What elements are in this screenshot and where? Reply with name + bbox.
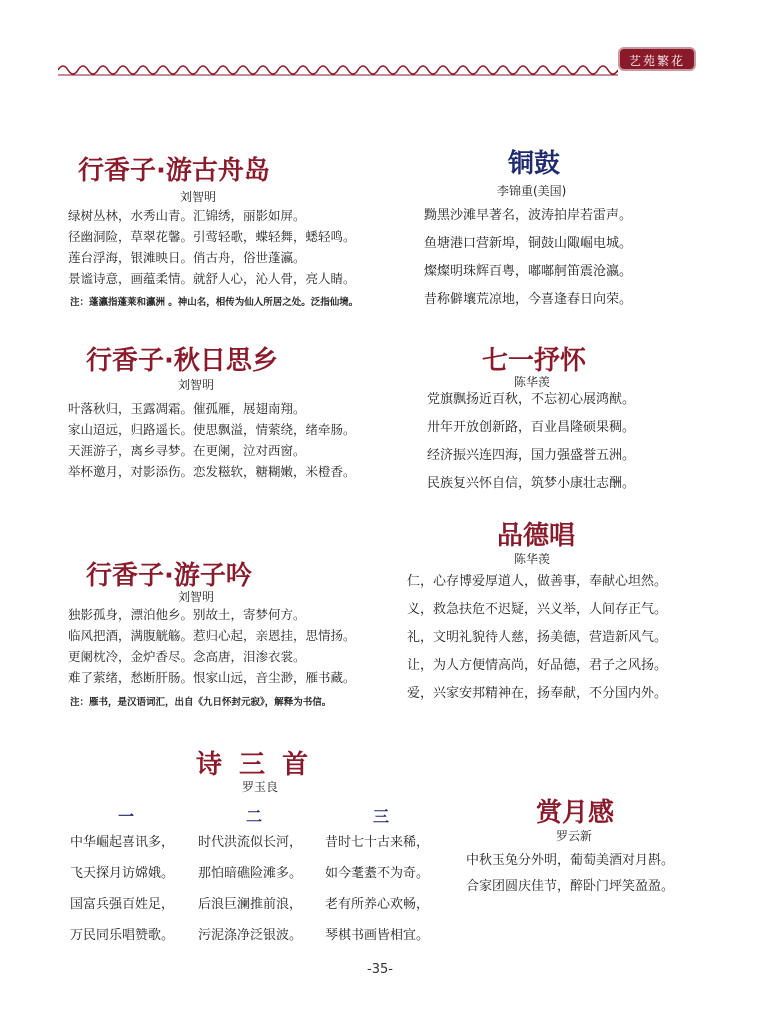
poem-line: 景谧诗意，画蕴柔情。就舒人心，沁人骨，亮人睛。 (68, 271, 356, 286)
poem-4-title: 铜鼓 (508, 149, 561, 179)
poem-7-title: 诗 三 首 (196, 750, 313, 780)
poem-line: 那怕暗礁险滩多。 (198, 866, 303, 881)
poem-7-column-1 (70, 804, 182, 951)
poem-line: 如今耄耋不为奇。 (325, 866, 430, 881)
poem-line: 经济振兴连四海，国力强盛誉五洲。 (427, 448, 636, 463)
poem-6-author: 陈华羡 (514, 552, 551, 566)
poem-line: 污泥涤净泛银波。 (198, 928, 303, 943)
header-wave-line (58, 58, 618, 82)
poem-line: 黝黑沙滩早著名，波涛拍岸若雷声。 (424, 208, 633, 223)
poem-line: 家山迢远，归路遥长。使思飘溢，情萦绕，绪牵肠。 (68, 422, 356, 437)
poem-2-title: 行香子·秋日思乡 (86, 346, 278, 376)
poem-line: 时代洪流似长河， (198, 835, 303, 850)
poem-line: 莲台浮海，银滩映日。俏古舟，俗世蓬瀛。 (68, 250, 306, 265)
poem-line: 万民同乐唱赞歌。 (70, 928, 175, 943)
poem-8-body (466, 848, 674, 900)
poem-5-title: 七一抒怀 (482, 346, 587, 376)
poem-1-body (68, 205, 356, 289)
poem-line: 径幽洞险，草翠花馨。引莺轻歌，蝶轻舞，蟋轻鸣。 (68, 229, 356, 244)
poem-5-body (427, 386, 635, 498)
poem-1-note: 注：蓬瀛指蓬莱和瀛洲 。神山名，相传为仙人所居之处。泛指仙境。 (70, 297, 359, 308)
poem-1-title: 行香子·游古舟岛 (78, 156, 270, 186)
poem-line: 国富兵强百姓足， (70, 897, 175, 912)
poem-line: 仁，心存博爱厚道人，做善事，奉献心坦然。 (407, 574, 668, 589)
poem-5-author: 陈华羡 (514, 375, 551, 389)
poem-line: 更阑枕冷，金炉香尽。念高唐，泪渗衣裳。 (68, 649, 306, 664)
poem-line: 中华崛起喜讯多， (70, 835, 175, 850)
column-number: 一 (117, 807, 134, 826)
poem-3-body (68, 604, 356, 688)
poem-line: 举杯邀月，对影添伤。恋发糍软，糖糊嫩，米橙香。 (68, 464, 356, 479)
poem-line: 绿树丛林，水秀山青。汇锦绣，丽影如屏。 (68, 208, 306, 223)
poem-line: 燦燦明珠辉百粤，嘟嘟舸笛震沧瀛。 (424, 264, 633, 279)
poem-line: 党旗飘扬近百秋，不忘初心展鸿猷。 (427, 392, 636, 407)
poem-line: 卅年开放创新路，百业昌隆硕果稠。 (427, 420, 636, 435)
poem-line: 独影孤身，漂泊他乡。别故土，寄梦何方。 (68, 607, 306, 622)
poem-3-note: 注：雁书，是汉语词汇，出自《九日怀封元寂》，解释为书信。 (70, 697, 332, 708)
poem-2-body (68, 398, 356, 482)
poem-4-author: 李锦重(美国) (497, 184, 567, 198)
poem-3-title: 行香子·游子吟 (86, 561, 252, 591)
poem-1 (78, 150, 270, 187)
poem-line: 琴棋书画皆相宜。 (325, 928, 430, 943)
poem-2-author: 刘智明 (178, 378, 215, 392)
poem-line: 让，为人方便情高尚，好品德，君子之风扬。 (407, 658, 668, 673)
poem-line: 合家团圆庆佳节，醉卧门坪笑盈盈。 (466, 879, 675, 894)
poem-line: 中秋玉兔分外明，葡萄美酒对月斟。 (466, 853, 675, 868)
poem-line: 民族复兴怀自信，筑梦小康壮志酬。 (427, 476, 636, 491)
poem-line: 难了萦绪，愁断肝肠。恨家山远，音尘渺，雁书藏。 (68, 670, 356, 685)
poem-7-column-2 (198, 804, 310, 951)
poem-line: 鱼塘港口营新埠，铜鼓山陬崛电城。 (424, 236, 633, 251)
poem-line: 临风把酒，满腹觥觞。惹归心起，亲恩挂，思情扬。 (68, 628, 356, 643)
section-badge: 艺苑繁花 (618, 47, 696, 71)
poem-8-title: 赏月感 (536, 798, 615, 828)
poem-6-body (407, 568, 667, 708)
poem-line: 义，救急扶危不迟疑，兴义举，人间存正气。 (407, 602, 668, 617)
poem-7-column-3 (325, 804, 437, 951)
poem-7-author: 罗玉良 (242, 780, 279, 794)
column-number: 二 (245, 807, 262, 826)
column-number: 三 (372, 807, 389, 826)
poem-4-body (424, 202, 632, 314)
poem-6-title: 品德唱 (497, 521, 576, 551)
poem-line: 爱，兴家安邦精神在，扬奉献，不分国内外。 (407, 686, 668, 701)
poem-line: 老有所养心欢畅， (325, 897, 430, 912)
poem-line: 飞天探月访嫦娥。 (70, 866, 175, 881)
page-number: -35- (367, 962, 393, 977)
poem-1-author: 刘智明 (180, 190, 217, 204)
poem-line: 昔称僻壤荒凉地，今喜逢春日向荣。 (424, 292, 633, 307)
poem-line: 叶落秋归，玉露凋霜。催孤雁，展翅南翔。 (68, 401, 306, 416)
poem-line: 礼，文明礼貌待人慈，扬美德，营造新风气。 (407, 630, 668, 645)
poem-line: 昔时七十古来稀， (325, 835, 430, 850)
poem-line: 天涯游子，离乡寻梦。在更阑，泣对西窗。 (68, 443, 306, 458)
poem-8-author: 罗云新 (556, 829, 593, 843)
poem-3-author: 刘智明 (178, 590, 215, 604)
poem-line: 后浪巨澜推前浪， (198, 897, 303, 912)
